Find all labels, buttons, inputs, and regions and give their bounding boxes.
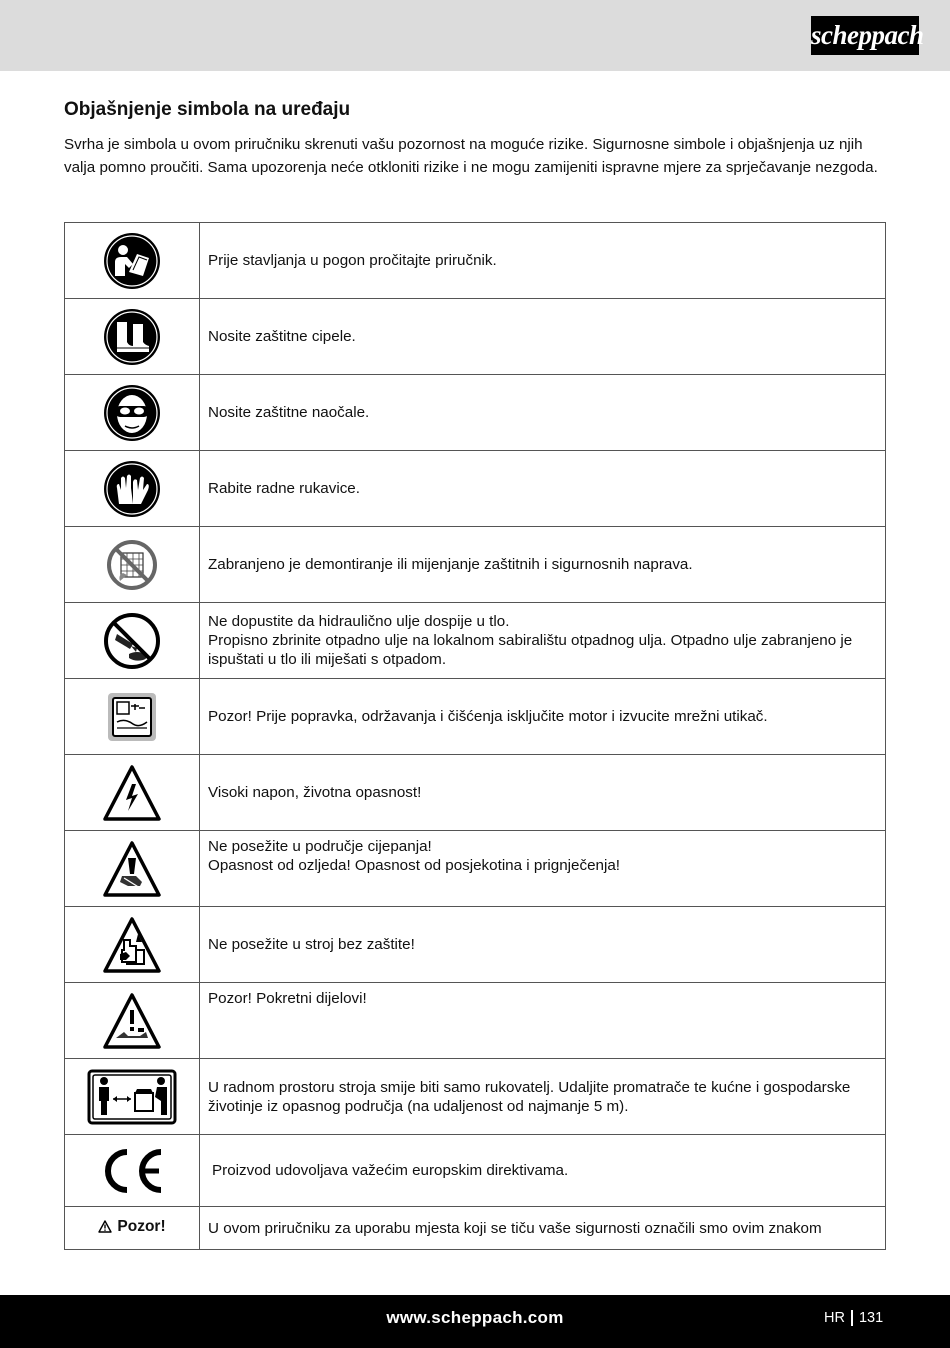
- table-row: [65, 907, 886, 983]
- row-text-line: Nosite zaštitne naočale.: [208, 404, 370, 421]
- table-row: [65, 1059, 886, 1135]
- footer-website: www.scheppach.com: [386, 1308, 564, 1327]
- row-text-line: Propisno zbrinite otpadno ulje na lokalnom sabiralištu otpadnog ulja. Otpadno ulje zabranjeno je ispuštati u tlo ili miješati s otpadom.: [208, 632, 853, 668]
- row-text-line: U radnom prostoru stroja smije biti samo rukovatelj. Udaljite promatrače te kućne i gospodarske životinje iz opasnog područja (na udaljenost od najmanje 5 m).: [208, 1078, 851, 1115]
- table-row: [65, 983, 886, 1059]
- ce-mark-icon: [99, 1148, 165, 1194]
- warning-triangle-icon: [98, 1220, 112, 1233]
- symbol-table: [64, 222, 886, 1250]
- row-text-line: Visoki napon, životna opasnost!: [208, 784, 422, 801]
- row-text-line: Proizvod udovoljava važećim europskim direktivama.: [212, 1162, 569, 1179]
- row-text-line: Opasnost od ozljeda! Opasnost od posjekotina i prignječenja!: [208, 857, 621, 874]
- pozor-description: U ovom priručniku za uporabu mjesta koji se tiču vaše sigurnosti označili smo ovim znakom: [208, 1219, 822, 1237]
- table-row: [65, 223, 886, 299]
- intro-paragraph: Svrha je simbola u ovom priručniku skrenuti vašu pozornost na moguće rizike. Sigurnosne simbole i objašnjenja uz njih valja pomno proučiti. Sama upozorenja neće otkloniti rizike i ne mogu zamijeniti ispravne mjere za sprječavanje nezgoda.: [64, 136, 878, 176]
- row-text-line: Zabranjeno je demontiranje ili mijenjanje zaštitnih i sigurnosnih naprava.: [208, 556, 693, 573]
- pozor-label: [98, 1218, 165, 1236]
- no-oil-disposal-icon: [103, 612, 161, 670]
- table-row: [65, 299, 886, 375]
- safety-goggles-icon: [103, 384, 161, 442]
- language-code: HR: [824, 1310, 845, 1326]
- row-text-line: Prije stavljanja u pogon pročitajte priručnik.: [208, 252, 497, 269]
- row-text-line: Rabite radne rukavice.: [208, 480, 360, 497]
- table-row: [65, 1207, 886, 1250]
- hand-in-machine-icon: [102, 916, 162, 974]
- no-guard-removal-icon: [106, 539, 158, 591]
- table-row: [65, 451, 886, 527]
- footer-divider: [851, 1310, 853, 1326]
- table-row: [65, 603, 886, 679]
- unplug-before-service-icon: [107, 692, 157, 742]
- row-text-line: Ne posežite u stroj bez zaštite!: [208, 936, 415, 953]
- row-text-line: Pozor! Prije popravka, održavanja i čišćenja isključite motor i izvucite mrežni utikač.: [208, 708, 768, 725]
- pozor-text: Pozor!: [117, 1217, 166, 1235]
- row-text-line: Ne dopustite da hidraulično ulje dospije u tlo.: [208, 613, 510, 630]
- row-text-line: Ne posežite u područje cijepanja!: [208, 838, 432, 855]
- table-row: [65, 1135, 886, 1207]
- table-row: [65, 831, 886, 907]
- table-row: [65, 375, 886, 451]
- scheppach-logo: scheppach: [811, 16, 919, 55]
- header-bar: [0, 0, 950, 71]
- page-number: [824, 1310, 883, 1326]
- table-row: [65, 755, 886, 831]
- read-manual-icon: [103, 232, 161, 290]
- safety-shoes-icon: [103, 308, 161, 366]
- table-row: [65, 679, 886, 755]
- table-row: [65, 527, 886, 603]
- splitting-hazard-icon: [102, 840, 162, 898]
- page-number-value: 131: [858, 1310, 884, 1326]
- work-gloves-icon: [103, 460, 161, 518]
- row-text-line: Nosite zaštitne cipele.: [208, 328, 356, 345]
- high-voltage-icon: [102, 764, 162, 822]
- row-text-line: Pozor! Pokretni dijelovi!: [208, 990, 367, 1007]
- page-title: Objašnjenje simbola na uređaju: [64, 99, 351, 120]
- operator-distance-icon: [87, 1067, 177, 1127]
- moving-parts-icon: [102, 992, 162, 1050]
